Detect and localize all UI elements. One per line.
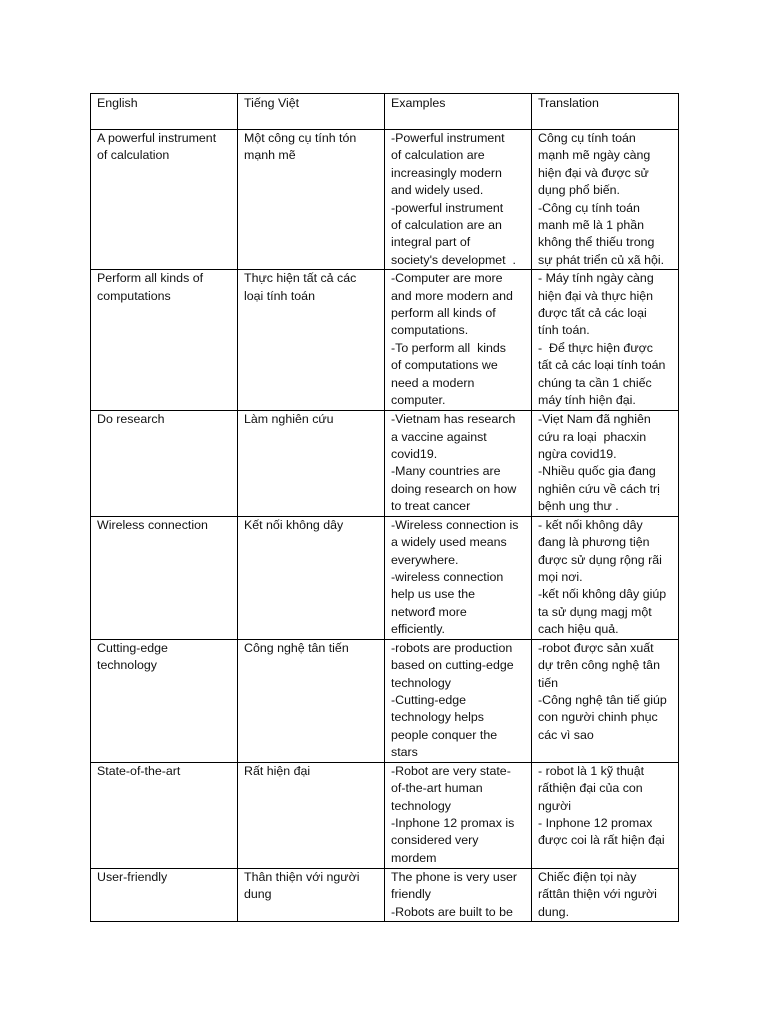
cell-translation [532,639,679,762]
cell-text-line: Một công cụ tính tón [244,131,357,145]
cell-text-line: technology [391,675,451,690]
cell-text-line: các vì sao [538,727,594,742]
cell-text-line: Cutting-edge [97,640,168,655]
cell-text-line: hiện đại và được sử [538,165,649,180]
cell-text-line: computer. [391,393,446,408]
cell-translation [532,516,679,639]
cell-vietnamese [238,639,385,762]
cell-text-line: Công cụ tính toán [538,131,636,145]
cell-text-line: a widely used means [391,535,507,550]
cell-english [91,516,238,639]
cell-vietnamese [238,762,385,868]
cell-text-line: mạnh mẽ [244,148,296,163]
cell-text-line: to treat cancer [391,499,471,514]
cell-text-line: loại tính toán [244,288,315,303]
cell-text-line: -Many countries are [391,464,501,479]
cell-vietnamese [238,868,385,921]
cell-text-line: bệnh ung thư . [538,499,619,514]
cell-text-line: - Inphone 12 promax [538,815,653,830]
cell-english [91,270,238,411]
header-vietnamese: Tiếng Việt [238,94,385,130]
table-body [91,94,679,922]
cell-text-line: Thân thiện với người [244,869,360,884]
cell-text-line: rấttân thiện với người [538,887,657,902]
cell-text-line: of calculation are [391,148,485,163]
cell-text-line: and more modern and [391,288,513,303]
cell-text-line: - kết nối không dây [538,517,643,532]
cell-text-line: mordem [391,850,437,865]
cell-text-line: -Cutting-edge [391,692,467,707]
table-row [91,516,679,639]
cell-text-line: Chiếc điện tọi này [538,869,637,884]
cell-text-line: and widely used. [391,183,484,198]
cell-text-line: mạnh mẽ ngày càng [538,148,651,163]
cell-english [91,868,238,921]
cell-text-line: đang là phương tiện [538,535,650,550]
cell-text-line: of-the-art human [391,781,483,796]
cell-translation [532,411,679,516]
cell-text-line: -Công cụ tính toán [538,200,640,215]
cell-text-line: -Viẹt Nam đã nghiên [538,412,651,427]
cell-text-line: hiện đại và thực hiện [538,288,654,303]
cell-english [91,639,238,762]
cell-text-line: nghiên cứu về cách trị [538,481,660,496]
cell-text-line: society's developmet . [391,252,516,267]
cell-text-line: technology [391,798,451,813]
cell-examples [385,639,532,762]
cell-text-line: dung [244,887,272,902]
cell-text-line: Rất hiện đại [244,763,311,778]
cell-text-line: -Công nghệ tân tiế giúp [538,692,667,707]
cell-text-line: increasingly modern [391,165,502,180]
cell-text-line: technology helps [391,710,484,725]
cell-text-line: - Máy tính ngày càng [538,271,654,286]
cell-text-line: -Robots are built to be [391,904,513,919]
cell-text-line: Do research [97,412,165,427]
cell-examples [385,270,532,411]
cell-text-line: friendly [391,887,431,902]
cell-examples [385,411,532,516]
table-row [91,411,679,516]
cell-text-line: State-of-the-art [97,763,181,778]
table-row [91,130,679,270]
cell-text-line: -Vietnam has research [391,412,516,427]
cell-text-line: of calculation [97,148,170,163]
cell-text-line: dự trên công nghệ tân [538,658,660,673]
table-row [91,639,679,762]
cell-text-line: Wireless connection [97,517,208,532]
cell-text-line: được coi là rất hiện đại [538,833,665,848]
cell-text-line: máy tính hiện đại. [538,393,636,408]
cell-text-line: -robot được sản xuất [538,640,654,655]
cell-text-line: -Powerful instrument [391,131,505,145]
cell-english [91,130,238,270]
cell-text-line: stars [391,745,418,760]
cell-text-line: -robots are production [391,640,513,655]
cell-text-line: ta sử dụng magj một [538,604,652,619]
cell-text-line: cach hiệu quả. [538,622,619,637]
header-translation: Translation [532,94,679,130]
cell-text-line: Công nghệ tân tiến [244,640,349,655]
cell-text-line: tiến [538,675,558,690]
table-header-row [91,94,679,130]
cell-english [91,762,238,868]
vocabulary-table [90,93,679,922]
cell-text-line: chúng ta cần 1 chiếc [538,375,652,390]
cell-examples [385,868,532,921]
cell-examples [385,130,532,270]
cell-text-line: Perform all kinds of [97,271,204,286]
cell-text-line: integral part of [391,235,471,250]
cell-text-line: Làm nghiên cứu [244,412,334,427]
cell-english [91,411,238,516]
cell-vietnamese [238,130,385,270]
cell-text-line: doing research on how [391,481,517,496]
cell-text-line: ngừa covid19. [538,447,617,462]
cell-text-line: computations [97,288,171,303]
cell-text-line: dụng phổ biến. [538,183,620,198]
cell-text-line: User-friendly [97,869,168,884]
cell-text-line: Thực hiện tất cả các [244,271,357,286]
cell-examples [385,516,532,639]
cell-text-line: networđ more [391,604,467,619]
cell-text-line: rấthiện đại của con [538,781,643,796]
cell-text-line: -Computer are more [391,271,503,286]
cell-text-line: được tất cả các loại [538,306,647,321]
cell-text-line: a vaccine against [391,429,487,444]
cell-text-line: -Wireless connection is [391,517,519,532]
cell-text-line: -kết nối không dây giúp [538,587,667,602]
cell-text-line: -Robot are very state- [391,763,511,778]
cell-text-line: mọi nơi. [538,569,583,584]
cell-text-line: -wireless connection [391,569,504,584]
cell-text-line: người [538,798,571,813]
table-row [91,270,679,411]
cell-text-line: tất cả các loại tính toán [538,358,666,373]
cell-vietnamese [238,270,385,411]
cell-text-line: cứu ra loại phacxin [538,429,647,444]
header-english: English [91,94,238,130]
cell-text-line: -To perform all kinds [391,340,506,355]
cell-text-line: con người chinh phục [538,710,658,725]
cell-text-line: people conquer the [391,727,498,742]
cell-text-line: The phone is very user [391,869,518,884]
cell-text-line: A powerful instrument [97,131,217,145]
cell-text-line: efficiently. [391,622,445,637]
header-examples: Examples [385,94,532,130]
cell-text-line: everywhere. [391,552,459,567]
cell-text-line: - Để thực hiện được [538,340,653,355]
cell-translation [532,868,679,921]
cell-text-line: Kết nối không dây [244,517,344,532]
cell-text-line: based on cutting-edge [391,658,514,673]
cell-text-line: manh mẽ là 1 phần [538,218,645,233]
cell-text-line: considered very [391,833,479,848]
cell-text-line: -Nhiều quốc gia đang [538,464,656,479]
cell-text-line: không thể thiếu trong [538,235,655,250]
cell-text-line: covid19. [391,447,438,462]
cell-text-line: perform all kinds of [391,306,496,321]
cell-text-line: được sử dụng rộng rãi [538,552,662,567]
cell-translation [532,270,679,411]
cell-vietnamese [238,411,385,516]
cell-text-line: -powerful instrument [391,200,504,215]
cell-text-line: of calculation are an [391,218,502,233]
cell-text-line: of computations we [391,358,498,373]
cell-vietnamese [238,516,385,639]
cell-translation [532,762,679,868]
cell-text-line: - robot là 1 kỹ thuật [538,763,645,778]
cell-text-line: computations. [391,323,469,338]
cell-text-line: -Inphone 12 promax is [391,815,515,830]
cell-examples [385,762,532,868]
cell-text-line: need a modern [391,375,475,390]
cell-text-line: help us use the [391,587,476,602]
cell-text-line: dung. [538,904,570,919]
cell-text-line: tính toán. [538,323,590,338]
cell-text-line: sự phát triển củ xã hội. [538,252,665,267]
table-row [91,762,679,868]
cell-text-line: technology [97,658,157,673]
table-row [91,868,679,921]
cell-translation [532,130,679,270]
